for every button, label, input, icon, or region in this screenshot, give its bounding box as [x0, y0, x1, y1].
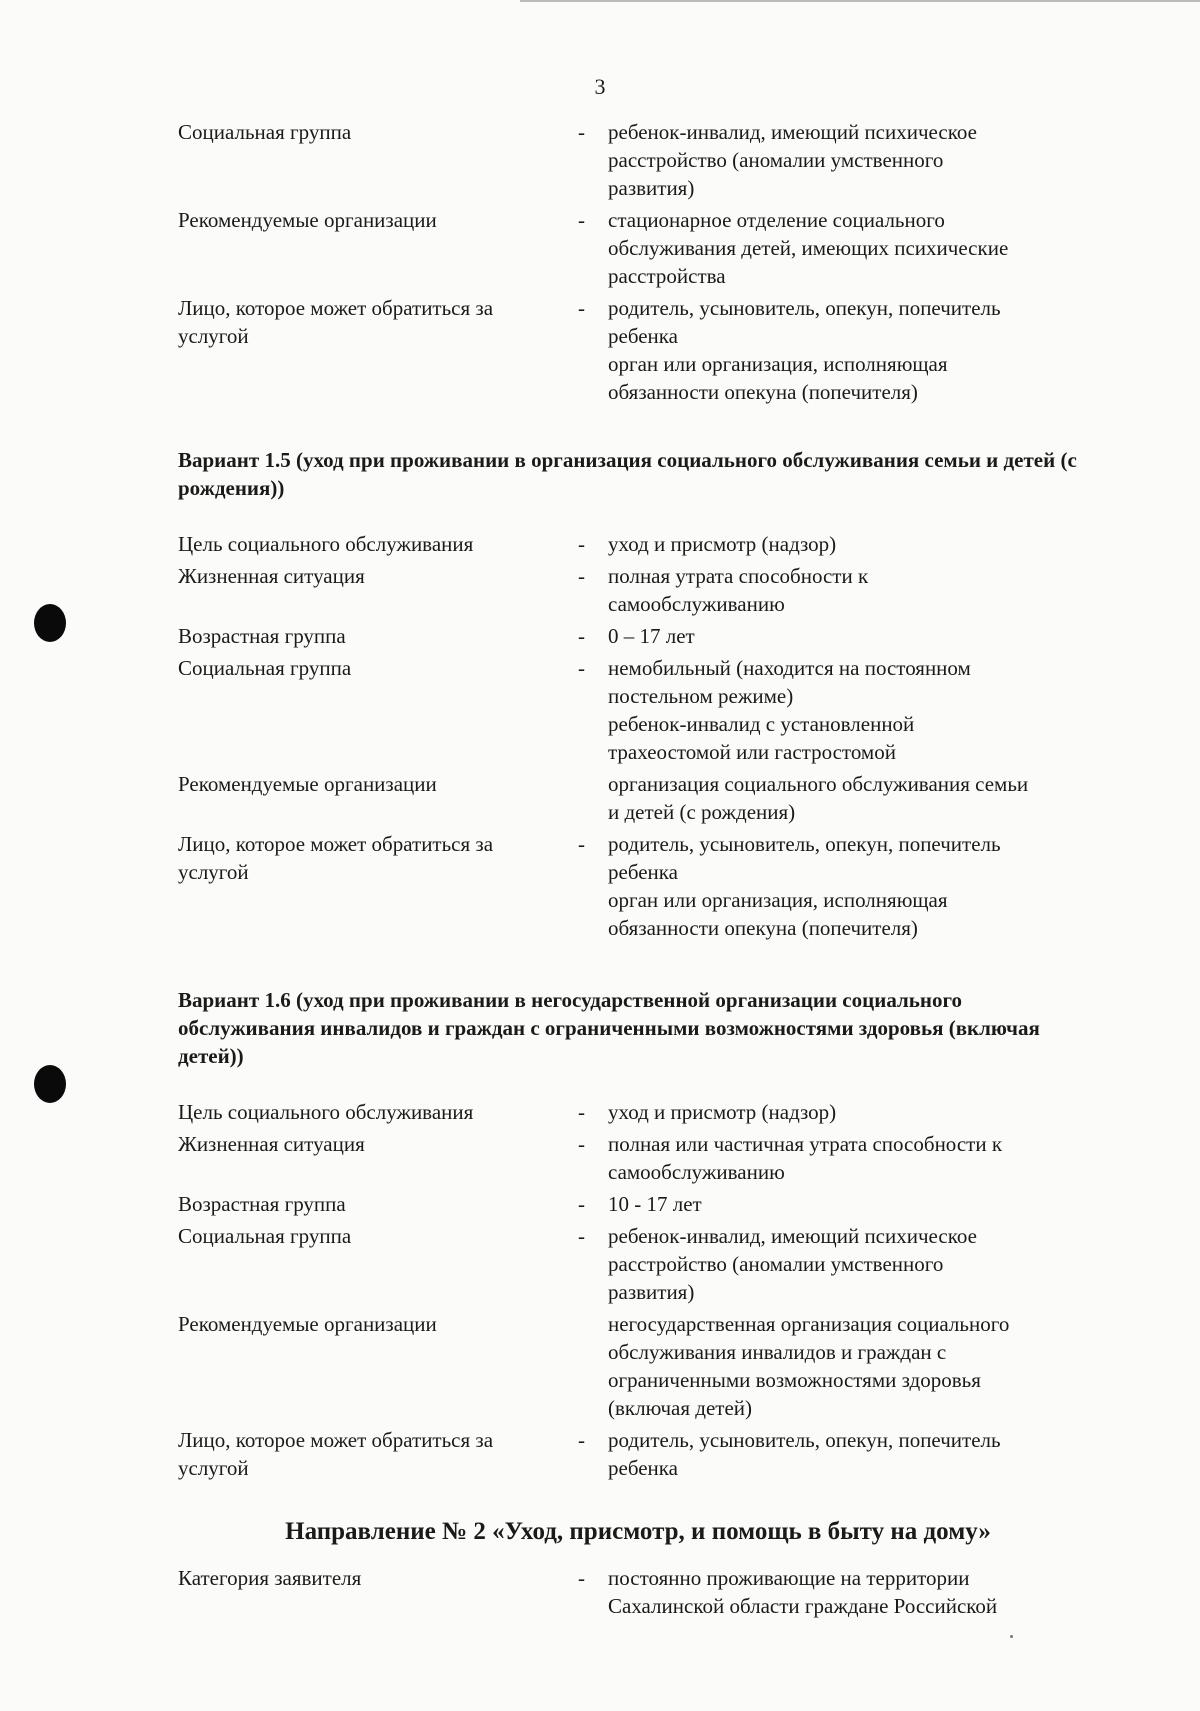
row-label: Жизненная ситуация — [178, 1132, 365, 1156]
value-line: самообслуживанию — [608, 592, 785, 616]
value-line: полная или частичная утрата способности к — [608, 1132, 1003, 1156]
value-line: развития) — [608, 176, 695, 200]
row-label: Жизненная ситуация — [178, 564, 365, 588]
row-value — [608, 1190, 1098, 1218]
row-dash — [578, 1310, 608, 1422]
direction-2-heading: Направление № 2 «Уход, присмотр, и помощь в быту на дому» — [285, 1518, 991, 1545]
row-dash: - — [578, 532, 585, 556]
row-label: Лицо, которое может обратиться за услугой — [178, 1428, 494, 1480]
table-row — [178, 1222, 1098, 1306]
value-line: самообслуживанию — [608, 1160, 785, 1184]
table-row — [178, 770, 1098, 826]
value-line: ребенок-инвалид, имеющий психическое — [608, 1224, 977, 1248]
table-row — [178, 562, 1098, 618]
value-line: уход и присмотр (надзор) — [608, 1100, 837, 1124]
row-value — [608, 294, 1098, 406]
value-line: 10 - 17 лет — [608, 1192, 702, 1216]
value-line: немобильный (находится на постоянном — [608, 656, 971, 680]
table-row — [178, 118, 1098, 202]
row-label: Категория заявителя — [178, 1566, 362, 1590]
row-value — [608, 562, 1098, 618]
row-label: Социальная группа — [178, 120, 352, 144]
value-line: (включая детей) — [608, 1396, 753, 1420]
value-line: ограниченными возможностями здоровья — [608, 1368, 981, 1392]
value-line: обязанности опекуна (попечителя) — [608, 380, 918, 404]
row-value — [608, 622, 1098, 650]
table-row — [178, 1426, 1098, 1482]
table-row — [178, 654, 1098, 766]
scan-edge-line — [520, 0, 1200, 2]
row-value — [608, 1564, 1098, 1620]
value-line: ребенок-инвалид, имеющий психическое — [608, 120, 977, 144]
row-dash: - — [578, 656, 585, 680]
row-dash: - — [578, 1132, 585, 1156]
row-label: Рекомендуемые организации — [178, 772, 437, 796]
direction-2-table — [178, 1564, 1098, 1620]
value-line: обязанности опекуна (попечителя) — [608, 916, 918, 940]
value-line: родитель, усыновитель, опекун, попечитель — [608, 296, 1001, 320]
row-label: Рекомендуемые организации — [178, 1312, 437, 1336]
row-dash — [578, 770, 608, 826]
table-row — [178, 1098, 1098, 1126]
value-line: обслуживания инвалидов и граждан с — [608, 1340, 947, 1364]
table-row — [178, 1564, 1098, 1620]
punch-hole — [34, 1065, 66, 1103]
row-label: Возрастная группа — [178, 1192, 346, 1216]
value-line: родитель, усыновитель, опекун, попечитель — [608, 1428, 1001, 1452]
value-line: трахеостомой или гастростомой — [608, 740, 896, 764]
value-line: развития) — [608, 1280, 695, 1304]
value-line: стационарное отделение социального — [608, 208, 945, 232]
row-dash: - — [578, 1428, 585, 1452]
row-dash: - — [578, 832, 585, 856]
row-value — [608, 1426, 1098, 1482]
row-dash: - — [578, 1224, 585, 1248]
row-label: Лицо, которое может обратиться за услугой — [178, 832, 494, 884]
row-label: Социальная группа — [178, 1224, 352, 1248]
row-dash: - — [578, 1566, 585, 1590]
row-value — [608, 206, 1098, 290]
value-line: ребенка — [608, 324, 678, 348]
row-dash: - — [578, 564, 585, 588]
row-label: Возрастная группа — [178, 624, 346, 648]
value-line: ребенок-инвалид с установленной — [608, 712, 915, 736]
row-dash: - — [578, 624, 585, 648]
page-number: 3 — [594, 74, 606, 99]
value-line: ребенка — [608, 860, 678, 884]
value-line: расстройство (аномалии умственного — [608, 148, 944, 172]
value-line: орган или организация, исполняющая — [608, 888, 948, 912]
value-line: организация социального обслуживания семьи — [608, 772, 1029, 796]
table-row — [178, 530, 1098, 558]
row-label: Цель социального обслуживания — [178, 1100, 474, 1124]
table-row — [178, 1190, 1098, 1218]
row-dash: - — [578, 1192, 585, 1216]
row-dash: - — [578, 1100, 585, 1124]
table-row — [178, 206, 1098, 290]
variant-1-6-heading: Вариант 1.6 (уход при проживании в негосударственной организации социального обслуживания инвалидов и граждан с ограниченными возможностями здоровья (включая детей)) — [178, 988, 1040, 1068]
value-line: обслуживания детей, имеющих психические — [608, 236, 1009, 260]
row-value — [608, 1310, 1098, 1422]
row-label: Лицо, которое может обратиться за услугой — [178, 296, 494, 348]
row-value — [608, 654, 1098, 766]
value-line: постоянно проживающие на территории — [608, 1566, 970, 1590]
table-row — [178, 294, 1098, 406]
value-line: и детей (с рождения) — [608, 800, 796, 824]
table-row — [178, 622, 1098, 650]
value-line: ребенка — [608, 1456, 678, 1480]
document-body — [178, 118, 1098, 1620]
row-label: Социальная группа — [178, 656, 352, 680]
value-line: постельном режиме) — [608, 684, 794, 708]
top-block — [178, 118, 1098, 406]
row-value — [608, 770, 1098, 826]
value-line: полная утрата способности к — [608, 564, 869, 588]
value-line: Сахалинской области граждане Российской — [608, 1594, 998, 1618]
value-line: уход и присмотр (надзор) — [608, 532, 837, 556]
row-dash: - — [578, 208, 585, 232]
value-line: родитель, усыновитель, опекун, попечитель — [608, 832, 1001, 856]
variant-1-6-table — [178, 1098, 1098, 1482]
row-value — [608, 530, 1098, 558]
row-label: Цель социального обслуживания — [178, 532, 474, 556]
table-row — [178, 1310, 1098, 1422]
variant-1-5-heading: Вариант 1.5 (уход при проживании в организация социального обслуживания семьи и детей (с рождения)) — [178, 448, 1077, 500]
row-dash: - — [578, 296, 585, 320]
row-value — [608, 1130, 1098, 1186]
value-line: 0 – 17 лет — [608, 624, 695, 648]
row-value — [608, 830, 1098, 942]
value-line: расстройство (аномалии умственного — [608, 1252, 944, 1276]
table-row — [178, 1130, 1098, 1186]
row-dash: - — [578, 120, 585, 144]
row-label: Рекомендуемые организации — [178, 208, 437, 232]
row-value — [608, 1098, 1098, 1126]
value-line: орган или организация, исполняющая — [608, 352, 948, 376]
punch-hole — [34, 604, 66, 642]
row-value — [608, 1222, 1098, 1306]
value-line: негосударственная организация социального — [608, 1312, 1010, 1336]
variant-1-5-table — [178, 530, 1098, 942]
scan-speck — [1010, 1635, 1013, 1638]
table-row — [178, 830, 1098, 942]
row-value — [608, 118, 1098, 202]
value-line: расстройства — [608, 264, 726, 288]
